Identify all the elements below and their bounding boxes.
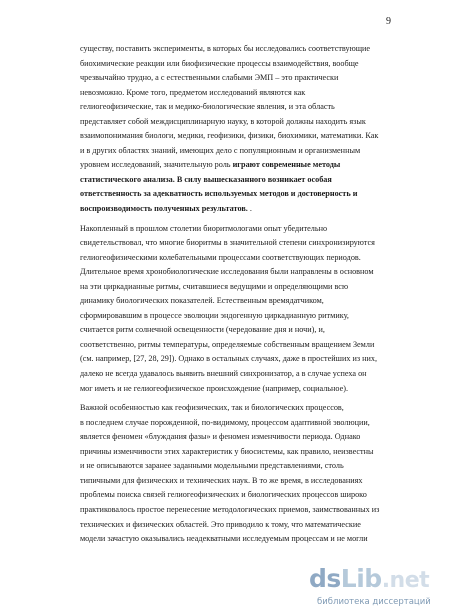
- text-line: [80, 352, 406, 367]
- bold-text: играют современные методы: [232, 160, 341, 170]
- text-line: [80, 309, 406, 324]
- text-run: считается ритм солнечной освещенности (чередование дня и ночи), и,: [80, 325, 325, 335]
- text-run: модели зачастую оказывались неадекватными исследуемым процессам и не могли: [80, 534, 368, 544]
- text-run: мог иметь и не гелиогеофизическое происхождение (например, социальное).: [80, 383, 349, 393]
- text-run: существу, поставить эксперименты, в которых бы исследовались соответствующие: [80, 44, 371, 53]
- text-run: является феномен «блуждания фазы» и феномен изменчивости периода. Однако: [80, 432, 361, 442]
- text-run: на эти циркадианные ритмы, считавшиеся ведущими и определяющими всю: [80, 281, 349, 291]
- watermark-caption: библиотека диссертаций: [317, 597, 431, 607]
- text-line: [80, 280, 406, 295]
- text-line: [80, 382, 406, 397]
- text-line: [80, 401, 406, 416]
- text-line: [80, 187, 406, 202]
- text-line: [80, 57, 406, 72]
- text-line: [80, 488, 406, 503]
- text-run: Важной особенностью как геофизических, так и биологических процессов,: [80, 403, 344, 413]
- text-run: биохимические реакции или биофизические процессы взаимодействия, вообще: [80, 58, 359, 68]
- text-run: соответственно, ритмы температуры, определяемые собственным вращением Земли: [80, 339, 375, 349]
- text-line: [80, 367, 406, 382]
- text-run: и не описываются заранее заданными модельными представлениями, столь: [80, 461, 344, 471]
- text-run: невозможно. Кроме того, предметом исследований являются как: [80, 87, 306, 97]
- text-line: [80, 42, 406, 57]
- text-run: чрезвычайно трудно, а с естественными слабыми ЭМП – это практически: [80, 73, 339, 83]
- text-line: [80, 265, 406, 280]
- text-line: [80, 503, 406, 518]
- text-run: Длительное время хронобиологические исследования были направлены в основном: [80, 267, 374, 277]
- text-run: уровнем исследований, значительную роль: [80, 160, 233, 170]
- text-line: [80, 158, 406, 173]
- text-line: [80, 236, 406, 251]
- text-line: [80, 532, 406, 547]
- text-run: представляет собой междисциплинарную науку, в которой должны находить язык: [80, 116, 366, 126]
- text-line: [80, 115, 406, 130]
- text-line: [80, 323, 406, 338]
- body-text: [80, 42, 406, 547]
- paragraph: [80, 222, 406, 397]
- bold-text: статистического анализа. В силу вышесказанного возникает особая: [80, 174, 332, 184]
- text-run: .: [247, 204, 252, 214]
- page-number: 9: [386, 16, 391, 27]
- text-line: [80, 416, 406, 431]
- text-run: и в других областях знаний, имеющих дело с популяционным и организменным: [80, 145, 361, 155]
- text-run: причины изменчивости этих характеристик у биосистемы, как правило, неизвестны: [80, 446, 374, 456]
- text-line: [80, 222, 406, 237]
- text-line: [80, 445, 406, 460]
- text-run: Накопленный в прошлом столетии биоритмологами опыт убедительно: [80, 223, 328, 233]
- text-line: [80, 86, 406, 101]
- text-run: проблемы поиска связей гелиогеофизических и биологических процессов широко: [80, 490, 367, 500]
- text-line: [80, 338, 406, 353]
- text-run: взаимопонимания биологи, медики, геофизики, физики, биохимики, математики. Как: [80, 131, 379, 141]
- text-run: свидетельствовал, что многие биоритмы в значительной степени синхронизируются: [80, 238, 375, 248]
- watermark-net: .net: [381, 568, 430, 593]
- text-run: в последнем случае порожденной, по-видимому, процессом адаптивной эволюции,: [80, 417, 370, 427]
- text-line: [80, 474, 406, 489]
- text-run: сформировавшим в процессе эволюции эндогенную циркадианную ритмику,: [80, 310, 349, 320]
- text-run: далеко не всегда удавалось выявить внешний синхронизатор, а в случае успеха он: [80, 369, 367, 379]
- text-line: [80, 430, 406, 445]
- text-line: [80, 294, 406, 309]
- text-run: гелиогеофизические, так и медико-биологические явления, и эта область: [80, 102, 335, 112]
- text-line: [80, 100, 406, 115]
- text-line: [80, 144, 406, 159]
- text-run: технических и физических областей. Это приводило к тому, что математические: [80, 519, 361, 529]
- text-run: динамику биологических показателей. Естественным времядатчиком,: [80, 296, 324, 306]
- text-line: [80, 202, 406, 217]
- bold-text: ответственность за адекватность используемых методов и достоверность и: [80, 189, 358, 199]
- text-line: [80, 518, 406, 533]
- watermark-logo: [309, 564, 449, 612]
- text-run: (см. например, [27, 28, 29]). Однако в остальных случаях, даже в простейших из них,: [80, 354, 378, 364]
- watermark-ds: ds: [309, 564, 341, 593]
- paragraph: [80, 401, 406, 546]
- text-line: [80, 71, 406, 86]
- bold-text: воспроизводимость полученных результатов.: [80, 204, 248, 214]
- text-run: гелиогеофизическими колебательными процессами соответствующих периодов.: [80, 252, 361, 262]
- text-line: [80, 459, 406, 474]
- text-line: [80, 129, 406, 144]
- watermark-lib: Lib: [340, 564, 382, 593]
- text-run: практиковалось простое перенесение методологических приемов, заимствованных из: [80, 504, 380, 514]
- watermark-logo-text: [309, 564, 429, 593]
- text-line: [80, 251, 406, 266]
- text-line: [80, 173, 406, 188]
- text-run: типичными для физических и технических наук. В то же время, в исследованиях: [80, 475, 363, 485]
- paragraph: [80, 42, 406, 217]
